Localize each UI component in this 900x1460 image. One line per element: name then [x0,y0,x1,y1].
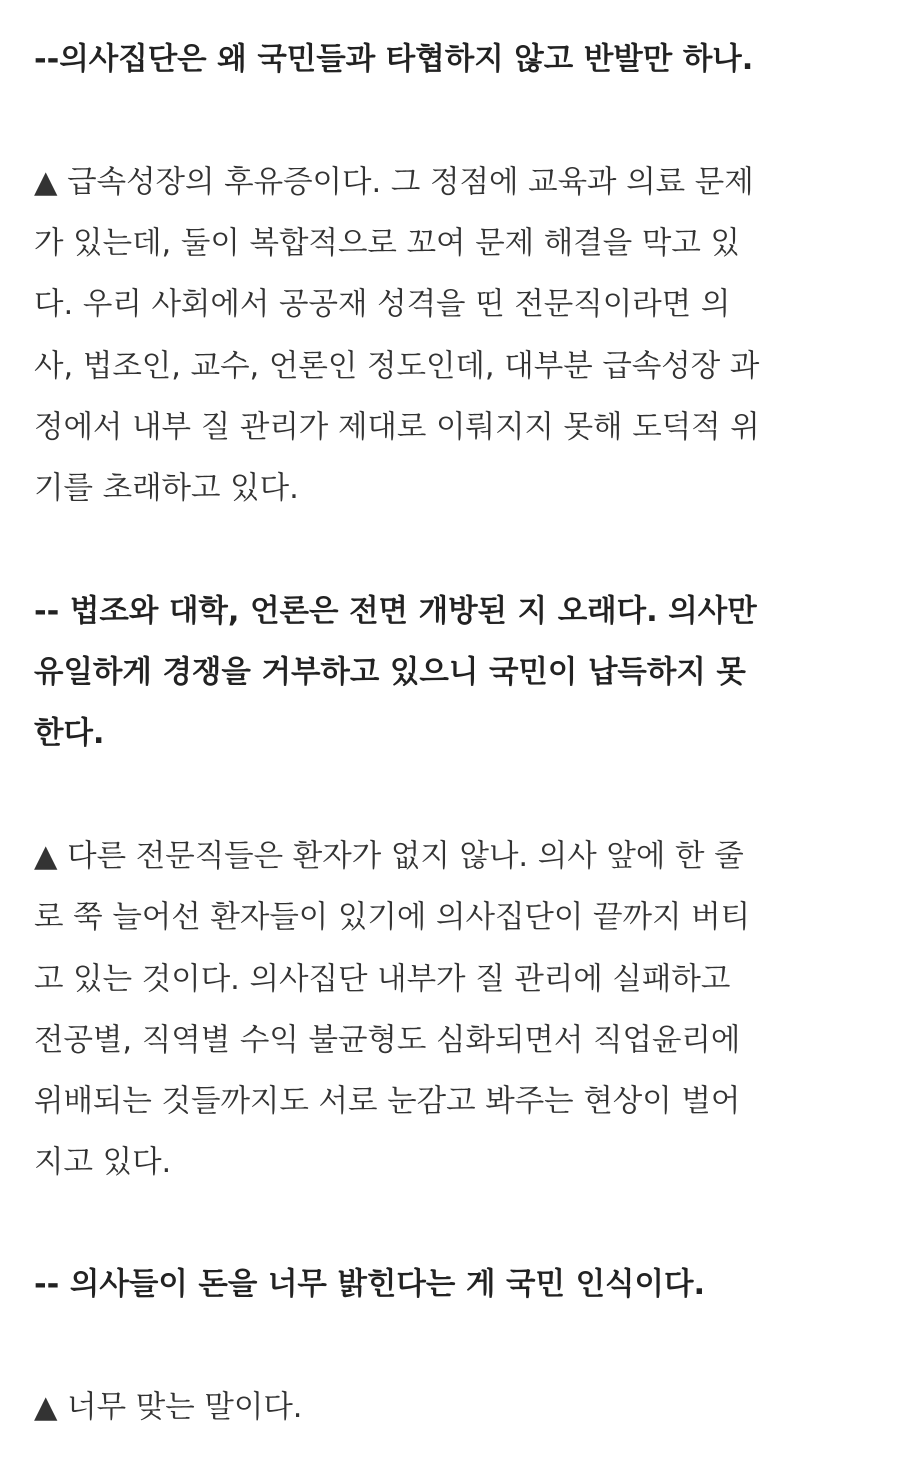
answer-line: ▲ 다른 전문직들은 환자가 없지 않나. 의사 앞에 한 줄 [34,839,744,874]
answer-line: 고 있는 것이다. 의사집단 내부가 질 관리에 실패하고 [34,962,731,997]
answer-line: 로 쭉 늘어선 환자들이 있기에 의사집단이 끝까지 버티 [34,900,751,935]
question-line: 유일하게 경쟁을 거부하고 있으니 국민이 납득하지 못 [34,655,746,690]
question-line: --의사집단은 왜 국민들과 타협하지 않고 반발만 하나. [34,42,754,77]
question-line: 한다. [34,716,105,751]
answer-line: 전공별, 직역별 수익 불균형도 심화되면서 직업윤리에 [34,1023,741,1058]
question-line: -- 의사들이 돈을 너무 밝힌다는 게 국민 인식이다. [34,1267,706,1302]
question-line: -- 법조와 대학, 언론은 전면 개방된 지 오래다. 의사만 [34,594,757,629]
answer-line: 사, 법조인, 교수, 언론인 정도인데, 대부분 급속성장 과 [34,349,760,384]
answer-line: ▲ 급속성장의 후유증이다. 그 정점에 교육과 의료 문제 [34,165,754,200]
answer-line: 다. 우리 사회에서 공공재 성격을 띤 전문직이라면 의 [34,287,731,322]
answer-line: ▲ 너무 맞는 말이다. [34,1390,303,1425]
answer-line: 기를 초래하고 있다. [34,471,299,506]
answer-line: 위배되는 것들까지도 서로 눈감고 봐주는 현상이 벌어 [34,1084,741,1119]
answer-line: 지고 있다. [34,1145,172,1180]
answer-line: 정에서 내부 질 관리가 제대로 이뤄지지 못해 도덕적 위 [34,410,760,445]
answer-line: 가 있는데, 둘이 복합적으로 꼬여 문제 해결을 막고 있 [34,226,740,261]
